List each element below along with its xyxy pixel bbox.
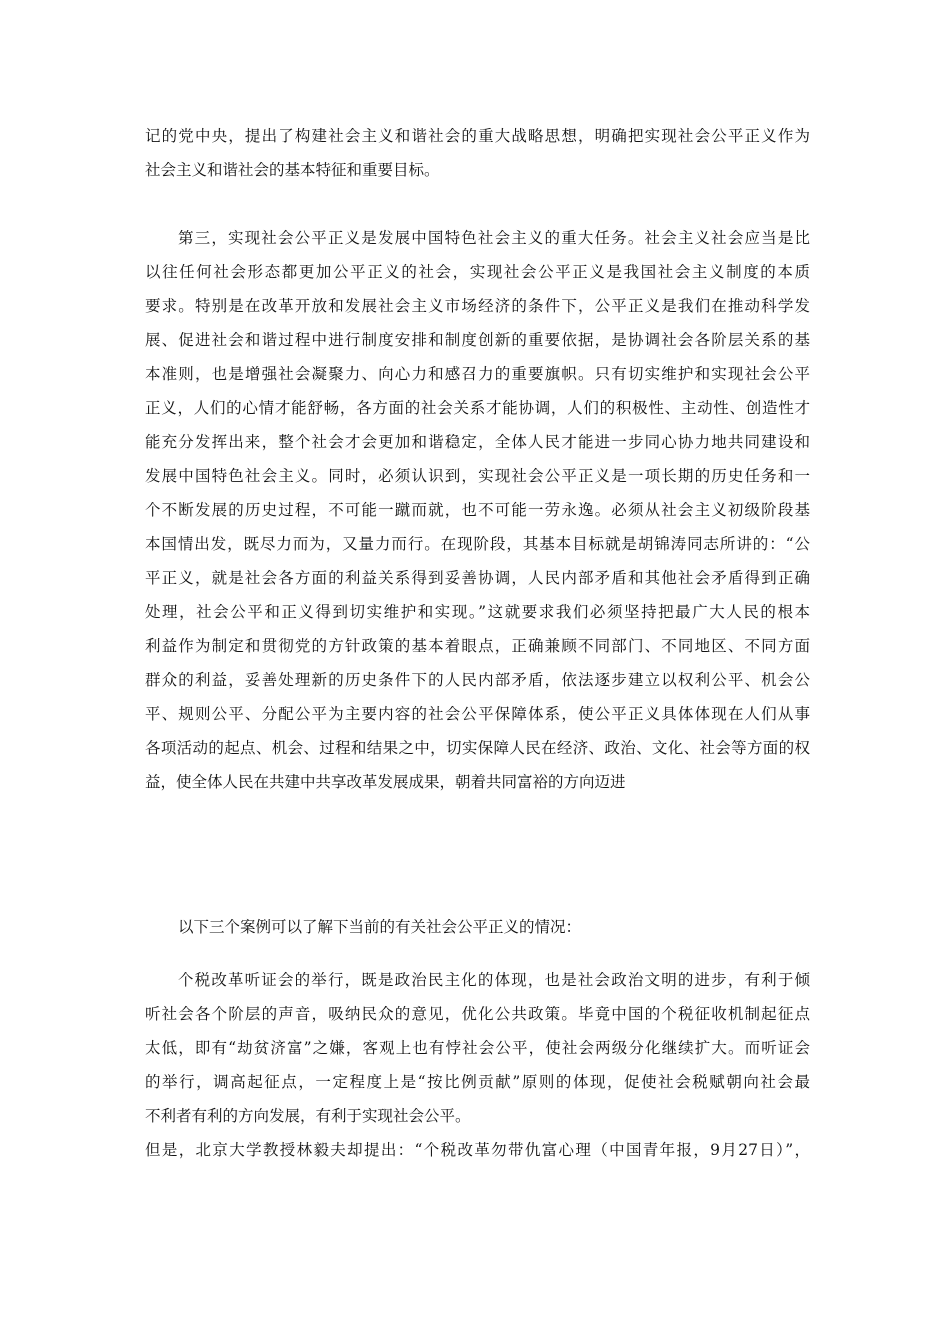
text-line: 但是，北京大学教授林毅夫却提出：“个税改革勿带仇富心理（中国青年报，9月27日）”， [145, 1141, 810, 1159]
text-line: 各项活动的起点、机会、过程和结果之中，切实保障人民在经济、政治、文化、社会等方面的权 [145, 739, 810, 757]
text-line: 以下三个案例可以了解下当前的有关社会公平正义的情况： [178, 918, 582, 936]
text-line: 平正义，就是社会各方面的利益关系得到妥善协调，人民内部矛盾和其他社会矛盾得到正确 [145, 569, 810, 587]
text-line: 发展中国特色社会主义。同时，必须认识到，实现社会公平正义是一项长期的历史任务和一 [145, 467, 810, 485]
text-line: 本国情出发，既尽力而为，又量力而行。在现阶段，其基本目标就是胡锦涛同志所讲的：“公 [145, 535, 810, 553]
paragraph-1 [145, 119, 810, 187]
text-line: 听社会各个阶层的声音，吸纳民众的意见，优化公共政策。毕竟中国的个税征收机制起征点 [145, 1005, 810, 1023]
text-line: 太低，即有“劫贫济富”之嫌，客观上也有悖社会公平，使社会两级分化继续扩大。而听证会 [145, 1039, 810, 1057]
text-line: 利益作为制定和贯彻党的方针政策的基本着眼点，正确兼顾不同部门、不同地区、不同方面 [145, 637, 810, 655]
text-line: 能充分发挥出来，整个社会才会更加和谐稳定，全体人民才能进一步同心协力地共同建设和 [145, 433, 810, 451]
text-line: 要求。特别是在改革开放和发展社会主义市场经济的条件下，公平正义是我们在推动科学发 [145, 297, 810, 315]
paragraph-4 [145, 963, 810, 1133]
text-line: 个税改革听证会的举行，既是政治民主化的体现，也是社会政治文明的进步，有利于倾 [178, 971, 810, 989]
text-line: 以往任何社会形态都更加公平正义的社会，实现社会公平正义是我国社会主义制度的本质 [145, 263, 810, 281]
text-line: 展、促进社会和谐过程中进行制度安排和制度创新的重要依据，是协调社会各阶层关系的基 [145, 331, 810, 349]
text-line: 不利者有利的方向发展，有利于实现社会公平。 [145, 1107, 471, 1125]
text-line: 记的党中央，提出了构建社会主义和谐社会的重大战略思想，明确把实现社会公平正义作为 [145, 127, 810, 145]
paragraph-5 [145, 1133, 810, 1167]
text-line: 正义，人们的心情才能舒畅，各方面的社会关系才能协调，人们的积极性、主动性、创造性才 [145, 399, 810, 417]
paragraph-2 [145, 221, 810, 799]
text-line: 本准则，也是增强社会凝聚力、向心力和感召力的重要旗帜。只有切实维护和实现社会公平 [145, 365, 810, 383]
text-line: 益，使全体人民在共建中共享改革发展成果，朝着共同富裕的方向迈进 [145, 773, 626, 791]
text-line: 个不断发展的历史过程，不可能一蹴而就，也不可能一劳永逸。必须从社会主义初级阶段基 [145, 501, 810, 519]
text-line: 的举行，调高起征点，一定程度上是“按比例贡献”原则的体现，促使社会税赋朝向社会最 [145, 1073, 810, 1091]
text-line: 社会主义和谐社会的基本特征和重要目标。 [145, 161, 440, 179]
text-line: 平、规则公平、分配公平为主要内容的社会公平保障体系，使公平正义具体体现在人们从事 [145, 705, 810, 723]
text-line: 第三，实现社会公平正义是发展中国特色社会主义的重大任务。社会主义社会应当是比 [178, 229, 810, 247]
text-line: 群众的利益，妥善处理新的历史条件下的人民内部矛盾，依法逐步建立以权利公平、机会公 [145, 671, 810, 689]
paragraph-3 [145, 910, 810, 944]
text-line: 处理，社会公平和正义得到切实维护和实现。”这就要求我们必须坚持把最广大人民的根本 [145, 603, 810, 621]
